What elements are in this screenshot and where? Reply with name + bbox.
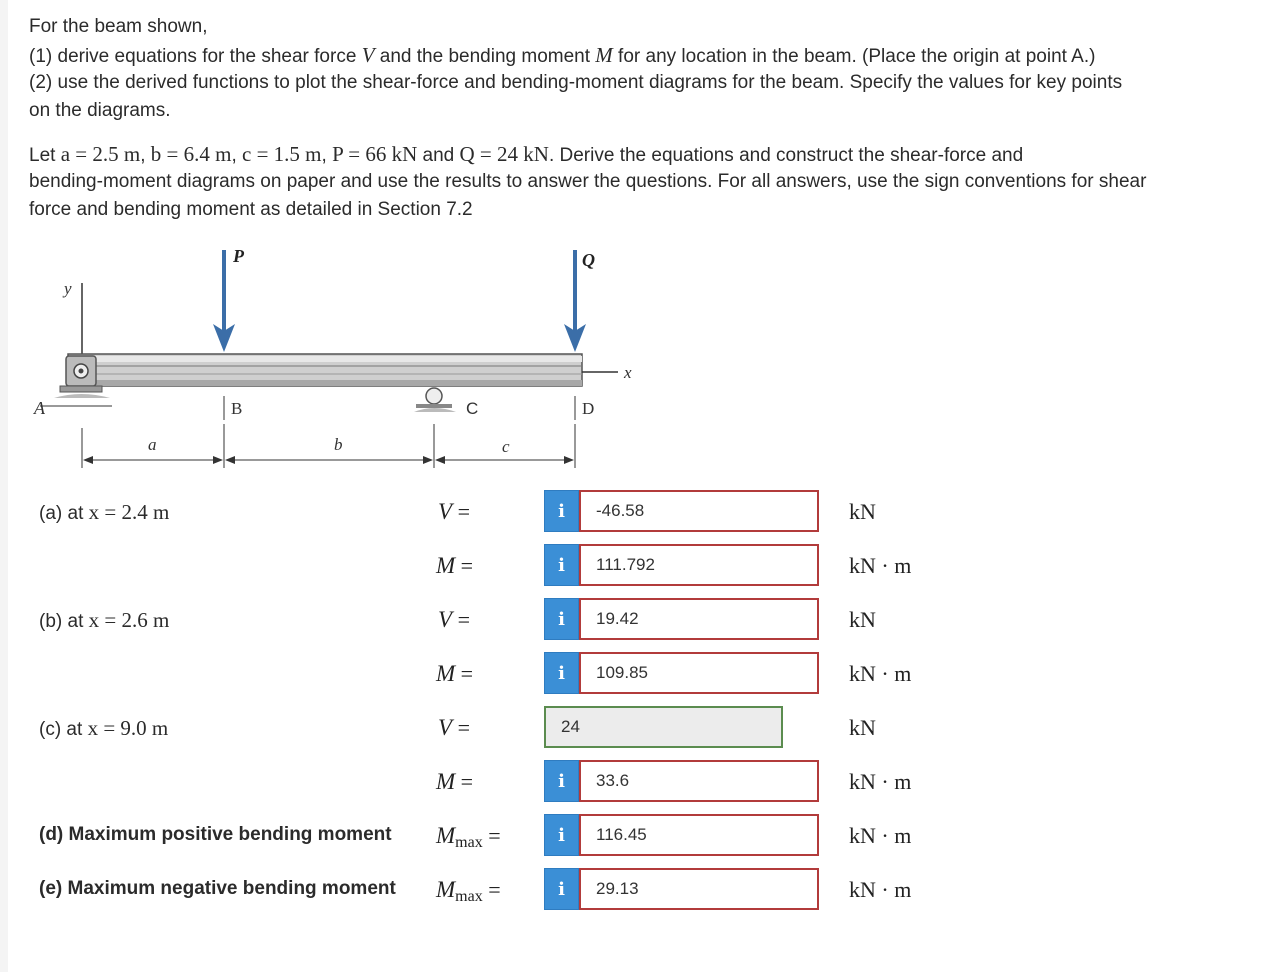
- given-text: Let: [29, 145, 61, 166]
- given-line-3: [29, 196, 473, 224]
- label-y: y: [64, 279, 72, 298]
- var-label: M =: [436, 769, 474, 794]
- label-b: b: [334, 435, 343, 454]
- intro-text: for any location in the beam. (Place the origin at point A.): [612, 46, 1096, 67]
- given-line-2: [29, 168, 1146, 196]
- label-x: x: [624, 363, 632, 382]
- var-label: V =: [438, 607, 470, 632]
- label-C: C: [466, 399, 479, 418]
- question-a-location: x = 2.4 m: [88, 500, 170, 524]
- given-line-1: Let a = 2.5 m, b = 6.4 m, c = 1.5 m, P = 66 kN and Q = 24 kN. Derive the equations and construct the shear-force and: [29, 142, 1024, 166]
- answer-b-V[interactable]: 19.42: [579, 598, 819, 640]
- label-B: B: [231, 399, 243, 418]
- beam-figure: [20, 238, 660, 470]
- given-Q: Q = 24 kN: [459, 142, 549, 166]
- unit-label: kN · m: [849, 877, 912, 902]
- question-c-label: (c) at x = 9.0 m: [39, 716, 169, 740]
- question-c-location: x = 9.0 m: [87, 716, 169, 740]
- answer-c-V[interactable]: 24: [544, 706, 783, 748]
- unit-label: kN · m: [849, 661, 912, 686]
- label-c: c: [502, 437, 510, 456]
- symbol-V: V: [361, 43, 375, 67]
- roller-support-C: [414, 388, 456, 412]
- answer-c-M[interactable]: 33.6: [579, 760, 819, 802]
- info-icon[interactable]: i: [544, 760, 579, 802]
- beam: [68, 354, 582, 386]
- answer-d-Mmax[interactable]: 116.45: [579, 814, 819, 856]
- intro-text: on the diagrams.: [29, 100, 171, 121]
- label-D: D: [582, 399, 595, 418]
- unit-label: kN: [849, 607, 876, 632]
- intro-line-3: [29, 69, 1122, 97]
- given-a: a = 2.5 m: [60, 142, 141, 166]
- given-text: . Derive the equations and construct the shear-force and: [548, 145, 1024, 166]
- var-label: M =: [436, 553, 474, 578]
- question-b-location: x = 2.6 m: [88, 608, 170, 632]
- var-label: M =: [436, 661, 474, 686]
- intro-text: and the bending moment: [374, 46, 596, 67]
- intro-line-1: [29, 13, 207, 41]
- label-a: a: [148, 435, 157, 454]
- question-d-label: (d) Maximum positive bending moment: [39, 824, 392, 845]
- info-icon[interactable]: i: [544, 490, 579, 532]
- given-b: b = 6.4 m: [150, 142, 232, 166]
- given-text: and: [417, 145, 460, 166]
- given-c: c = 1.5 m: [242, 142, 322, 166]
- given-text: bending-moment diagrams on paper and use the results to answer the questions. For all answers, use the sign conventions for shear: [29, 171, 1147, 192]
- question-b-label: (b) at x = 2.6 m: [39, 608, 170, 632]
- info-icon[interactable]: i: [544, 814, 579, 856]
- answer-b-M[interactable]: 109.85: [579, 652, 819, 694]
- intro-line-2: [29, 41, 1095, 71]
- intro-line-4: [29, 97, 171, 125]
- symbol-M: M: [595, 43, 613, 67]
- unit-label: kN: [849, 499, 876, 524]
- question-e-label: (e) Maximum negative bending moment: [39, 878, 396, 899]
- info-icon[interactable]: i: [544, 544, 579, 586]
- label-P: P: [233, 246, 244, 266]
- intro-text: For the beam shown,: [29, 16, 208, 37]
- given-P: P = 66 kN: [332, 142, 418, 166]
- load-P-arrow: [213, 250, 235, 352]
- question-a-label: (a) at x = 2.4 m: [39, 500, 170, 524]
- unit-label: kN · m: [849, 769, 912, 794]
- answer-e-Mmax[interactable]: 29.13: [579, 868, 819, 910]
- given-text: force and bending moment as detailed in Section 7.2: [29, 199, 473, 220]
- unit-label: kN · m: [849, 823, 912, 848]
- answer-a-M[interactable]: 111.792: [579, 544, 819, 586]
- var-label: $M_{max}$ =: [436, 823, 501, 851]
- unit-label: kN · m: [849, 553, 912, 578]
- unit-label: kN: [849, 715, 876, 740]
- var-label: V =: [438, 499, 470, 524]
- intro-text: (2) use the derived functions to plot the shear-force and bending-moment diagrams for the beam. Specify the values for key points: [29, 72, 1123, 93]
- var-label: V =: [438, 715, 470, 740]
- page-edge: [0, 0, 8, 972]
- answer-a-V[interactable]: -46.58: [579, 490, 819, 532]
- label-Q: Q: [582, 250, 595, 270]
- intro-text: (1) derive equations for the shear force: [29, 46, 362, 67]
- info-icon[interactable]: i: [544, 652, 579, 694]
- info-icon[interactable]: i: [544, 598, 579, 640]
- var-label: $M_{max}$ =: [436, 877, 501, 905]
- label-A: A: [34, 398, 45, 418]
- info-icon[interactable]: i: [544, 868, 579, 910]
